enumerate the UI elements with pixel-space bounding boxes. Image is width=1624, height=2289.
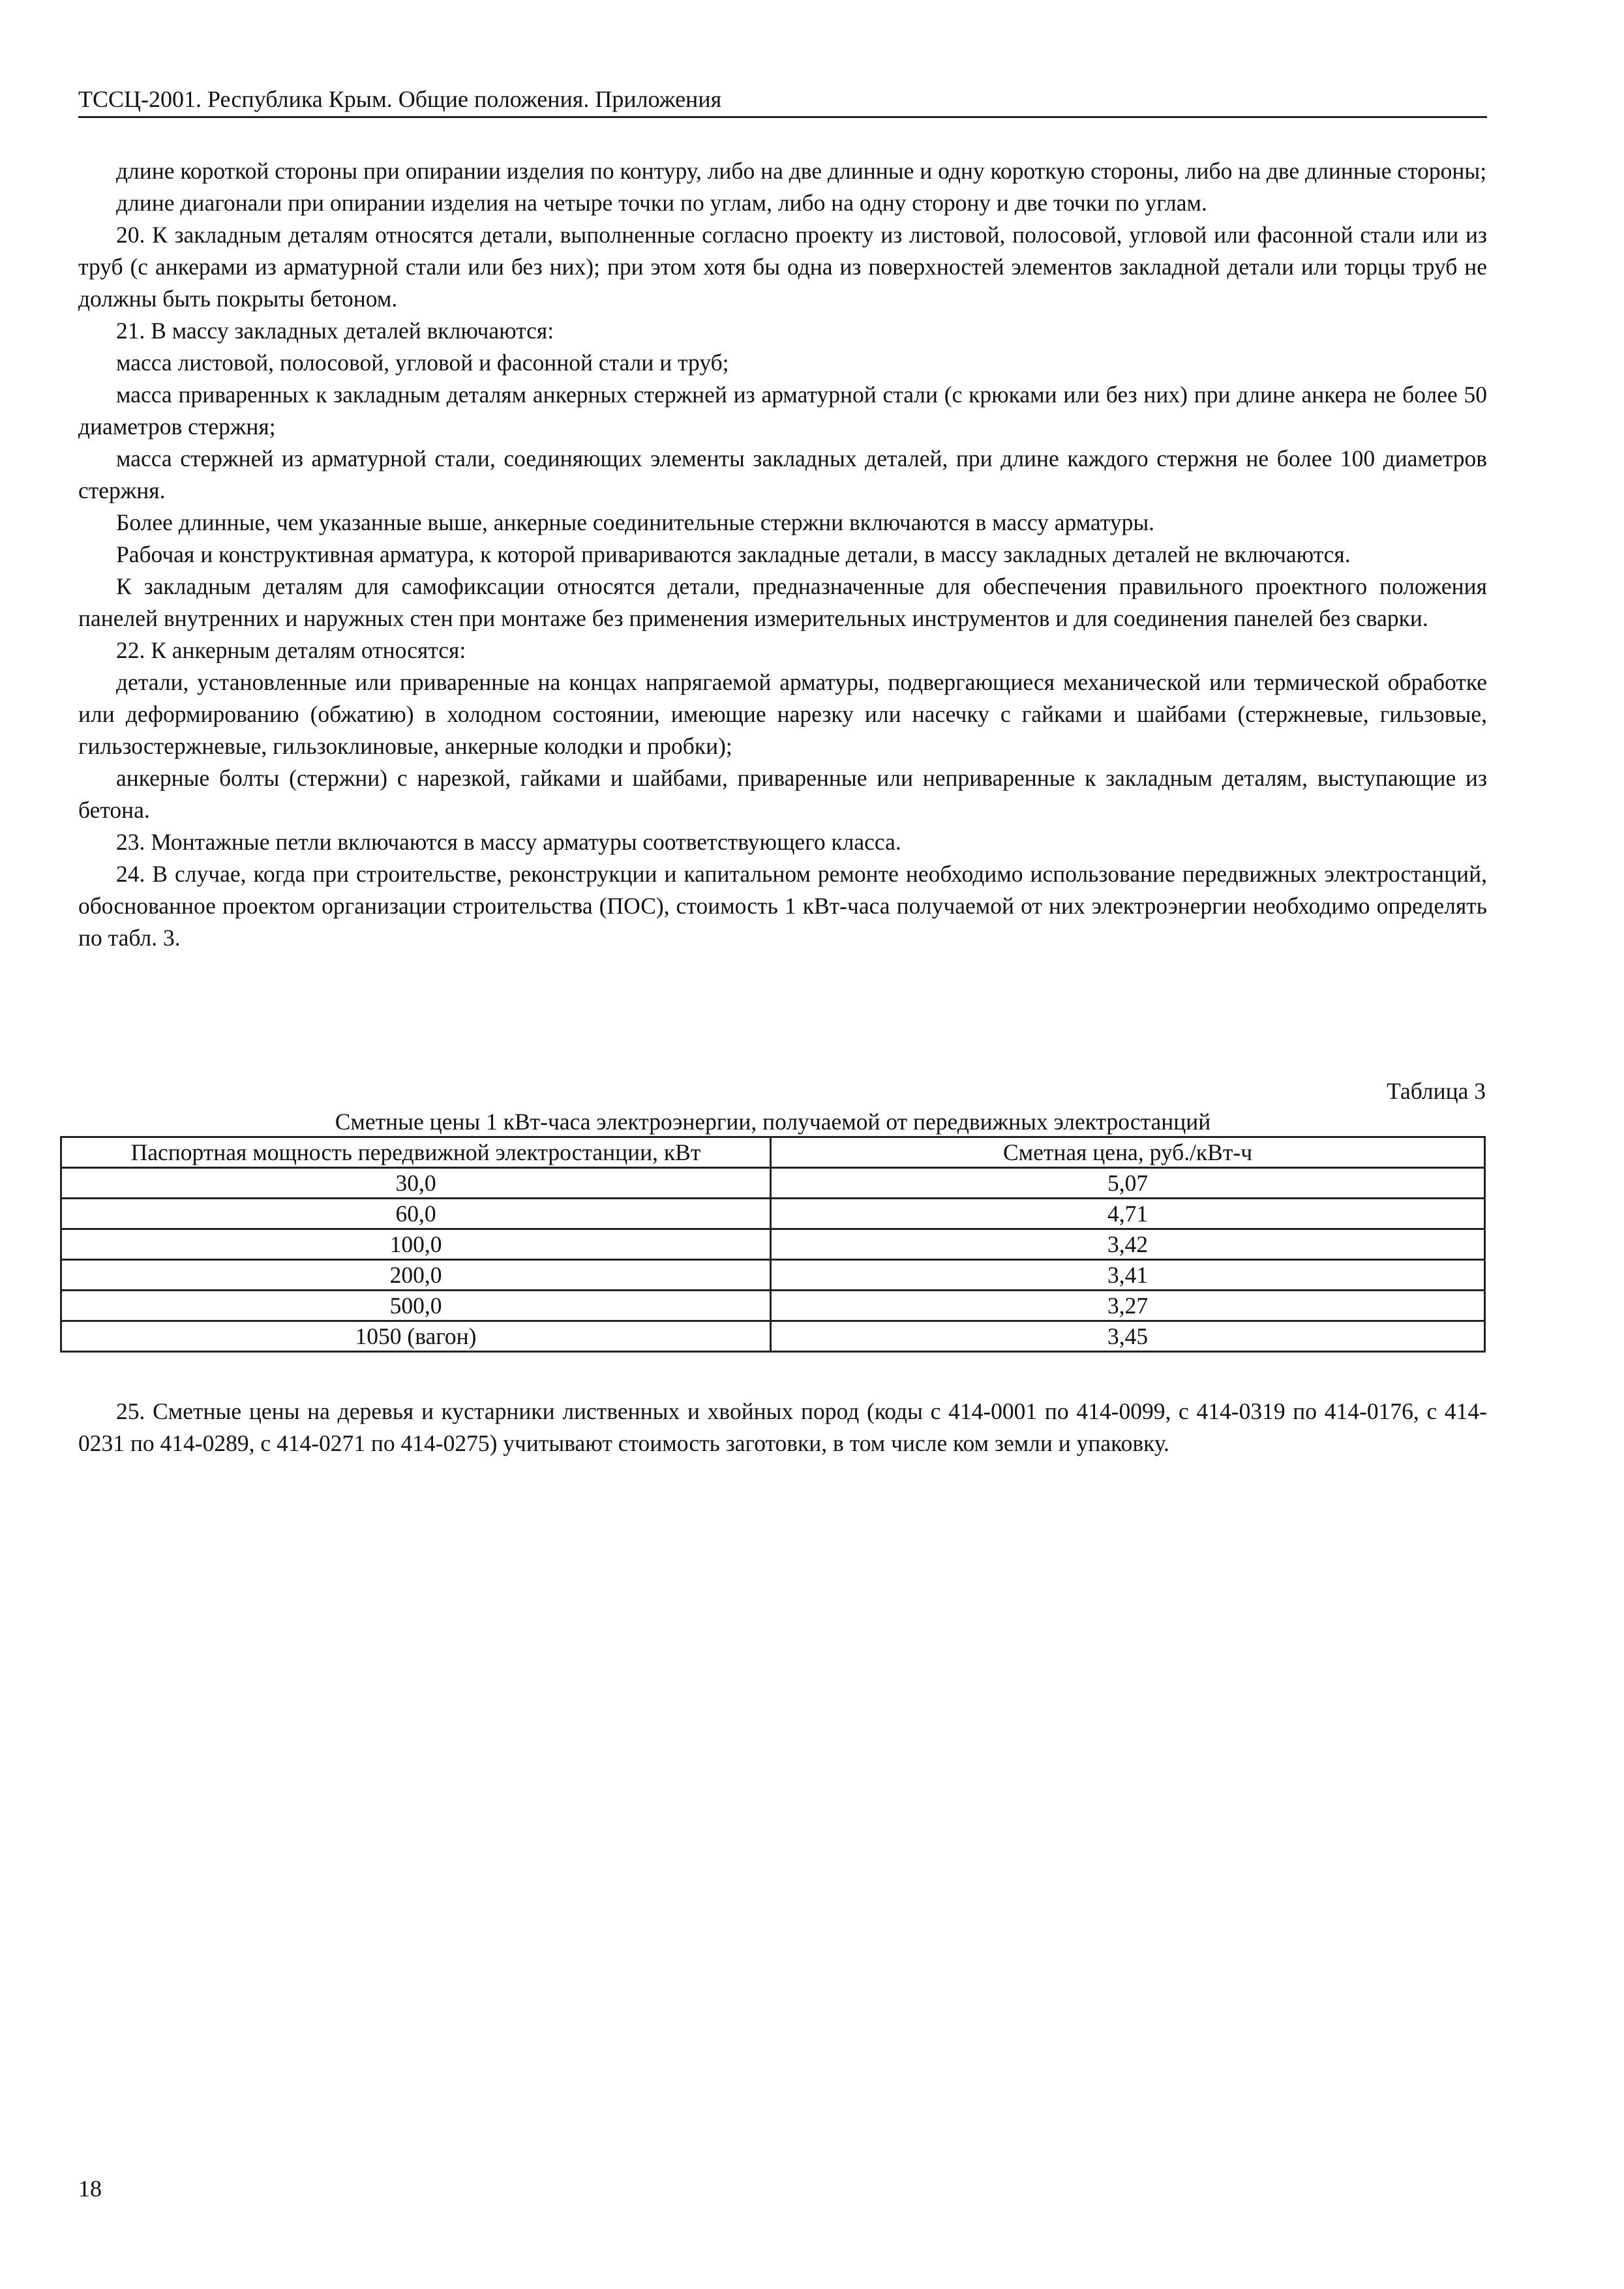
power-cell: 100,0 xyxy=(61,1229,771,1260)
paragraph: 25. Сметные цены на деревья и кустарники лиственных и хвойных пород (коды с 414-0001 по 414-0099, с 414-0319 по 414-0176, с 414-0231 по 414-0289, с 414-0271 по 414-0275) учитывают стоимость заготовки, в том числе ком земли и упаковку. xyxy=(78,1398,1487,1456)
paragraph: К закладным деталям для самофиксации относятся детали, предназначенные для обеспечения правильного проектного положения панелей внутренних и наружных стен при монтаже без применения измерительных инструментов и для соединения панелей без сварки. xyxy=(78,573,1487,631)
power-cell: 1050 (вагон) xyxy=(61,1321,771,1352)
price-cell: 3,45 xyxy=(771,1321,1485,1352)
table-row xyxy=(61,1168,1485,1199)
page-number: 18 xyxy=(78,2176,102,2202)
price-cell: 3,27 xyxy=(771,1291,1485,1321)
after-table-text xyxy=(78,1396,1487,1459)
paragraph: 21. В массу закладных деталей включаются: xyxy=(116,318,554,344)
paragraph: 23. Монтажные петли включаются в массу арматуры соответствующего класса. xyxy=(116,829,901,855)
paragraph: Рабочая и конструктивная арматура, к которой привариваются закладные детали, в массу закладных деталей не включаются. xyxy=(116,541,1351,567)
table-row xyxy=(61,1291,1485,1321)
power-cell: 200,0 xyxy=(61,1260,771,1291)
table-row xyxy=(61,1199,1485,1229)
power-cell: 30,0 xyxy=(61,1168,771,1199)
power-cell: 60,0 xyxy=(61,1199,771,1229)
paragraph: детали, установленные или приваренные на концах напрягаемой арматуры, подвергающиеся механической или термической обработке или деформированию (обжатию) в холодном состоянии, имеющие нарезку или насечку с гайками и шайбами (стержневые, гильзовые, гильзостержневые, гильзоклиновые, анкерные колодки и пробки); xyxy=(78,669,1487,759)
paragraph: анкерные болты (стержни) с нарезкой, гайками и шайбами, приваренные или неприваренные к закладным деталям, выступающие из бетона. xyxy=(78,765,1487,823)
table-row xyxy=(61,1260,1485,1291)
paragraph: 24. В случае, когда при строительстве, реконструкции и капитальном ремонте необходимо использование передвижных электростанций, обоснованное проектом организации строительства (ПОС), стоимость 1 кВт-часа получаемой от них электроэнергии необходимо определять по табл. 3. xyxy=(78,861,1487,951)
paragraph: длине диагонали при опирании изделия на четыре точки по углам, либо на одну сторону и две точки по углам. xyxy=(116,190,1207,216)
price-cell: 3,41 xyxy=(771,1260,1485,1291)
table-row xyxy=(61,1229,1485,1260)
price-cell: 3,42 xyxy=(771,1229,1485,1260)
price-cell: 5,07 xyxy=(771,1168,1485,1199)
paragraph: масса стержней из арматурной стали, соединяющих элементы закладных деталей, при длине каждого стержня не более 100 диаметров стержня. xyxy=(78,445,1487,503)
table-header-row xyxy=(61,1137,1485,1168)
column-header-price: Сметная цена, руб./кВт-ч xyxy=(771,1137,1485,1168)
paragraph: 20. К закладным деталям относятся детали, выполненные согласно проекту из листовой, полосовой, угловой или фасонной стали или из труб (с анкерами из арматурной стали или без них); при этом хотя бы одна из поверхностей элементов закладной детали или торцы труб не должны быть покрыты бетоном. xyxy=(78,222,1487,312)
paragraph: длине короткой стороны при опирании изделия по контуру, либо на две длинные и одну короткую стороны, либо на две длинные стороны; xyxy=(116,158,1487,184)
table-caption: Сметные цены 1 кВт-часа электроэнергии, получаемой от передвижных электростанций xyxy=(335,1109,1211,1135)
price-cell: 4,71 xyxy=(771,1199,1485,1229)
table-row xyxy=(61,1321,1485,1352)
paragraph: Более длинные, чем указанные выше, анкерные соединительные стержни включаются в массу арматуры. xyxy=(116,509,1155,535)
table-number: Таблица 3 xyxy=(1387,1078,1486,1104)
column-header-power: Паспортная мощность передвижной электростанции, кВт xyxy=(61,1137,771,1168)
running-header xyxy=(78,83,1487,118)
paragraph: масса приваренных к закладным деталям анкерных стержней из арматурной стали (с крюками или без них) при длине анкера не более 50 диаметров стержня; xyxy=(78,382,1487,440)
main-text xyxy=(78,155,1487,954)
price-table xyxy=(60,1136,1486,1353)
power-cell: 500,0 xyxy=(61,1291,771,1321)
paragraph: масса листовой, полосовой, угловой и фасонной стали и труб; xyxy=(116,350,729,376)
paragraph: 22. К анкерным деталям относятся: xyxy=(116,637,466,663)
header-title: ТССЦ-2001. Республика Крым. Общие положения. Приложения xyxy=(78,86,722,112)
